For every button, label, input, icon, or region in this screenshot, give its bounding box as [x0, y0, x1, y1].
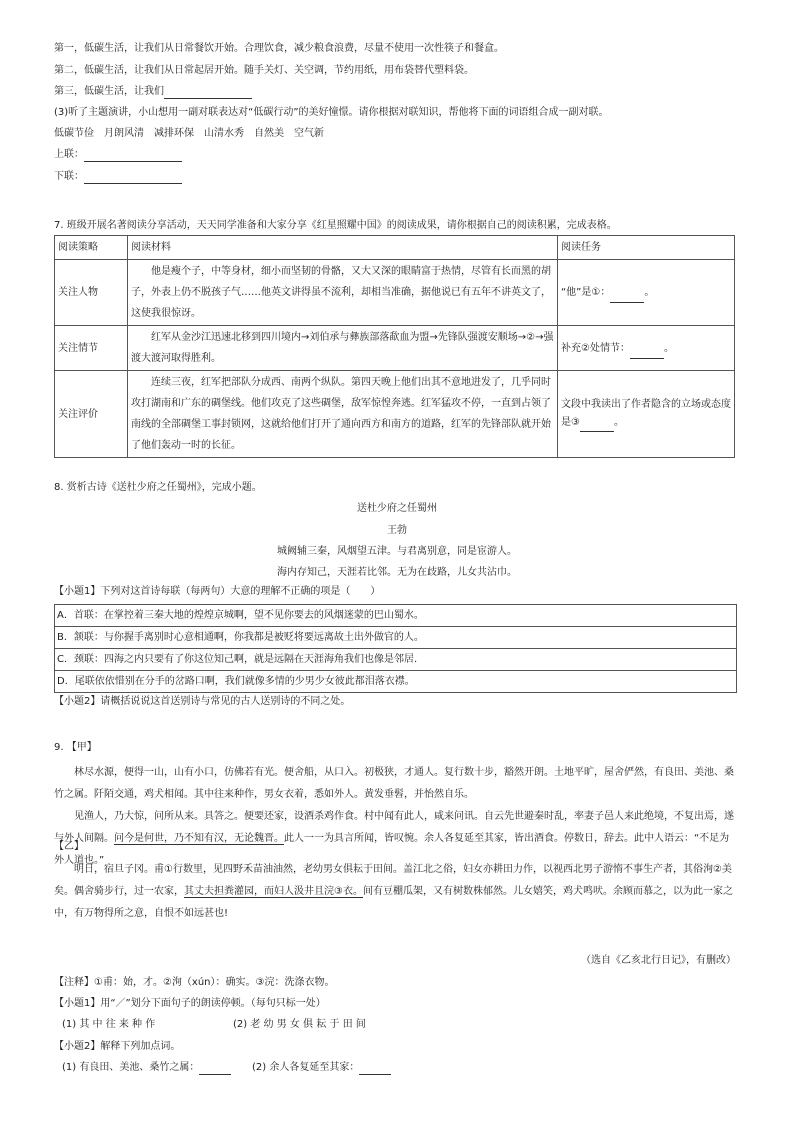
- table-header-row: [55, 236, 735, 260]
- jia-paragraph-1: 林尽水源，便得一山，山有小口，仿佛若有光。便舍船，从口入。初极狭，才通人。复行数十步，豁然开朗。土地平旷，屋舍俨然，有良田、美池、桑竹之属。阡陌交通，鸡犬相闻。其中往来种作，男女衣着，悉如外人。黄发垂髫，并怡然自乐。: [54, 767, 734, 800]
- q6-line3-blank[interactable]: [164, 87, 252, 99]
- q8-intro: 8. 赏析古诗《送杜少府之任蜀州》，完成小题。: [54, 482, 262, 493]
- option-a[interactable]: A．首联：在掌控着三秦大地的煌煌京城啊，望不见你要去的风烟迷蒙的巴山蜀水。: [55, 605, 736, 627]
- task-end: 。: [613, 417, 624, 428]
- table-cell-task: [558, 326, 735, 371]
- q6-line2: 第二，低碳生活，让我们从日常起居开始。随手关灯、关空调，节约用纸，用布袋替代塑料袋。: [54, 65, 474, 76]
- option-d[interactable]: D．尾联依依惜别在分手的岔路口啊，我们就像多情的少男少女彼此都泪落衣襟。: [55, 671, 736, 693]
- jia-p2-underlined: 问今是何世，乃不知有汉，无论魏晋。: [114, 833, 284, 844]
- table-cell-strategy: 关注人物: [55, 260, 128, 326]
- yi-text-b: 间有豆棚瓜架，又有树数株郁然。儿女嬉笑，鸡犬鸣吠。余顾而慕之，以为此一家之中，有万物得所之意，自恨不如远甚也!: [54, 886, 733, 919]
- answer-blank[interactable]: [630, 347, 664, 359]
- table-cell-material: 他是瘦个子，中等身材，细小而坚韧的骨骼，又大又深的眼睛富于热情，尽管有长而黑的胡子，外表上仍不脱孩子气……他英文讲得虽不流利，却相当准确，据他说已有五年不讲英文了，这使我很惊讶。: [128, 260, 558, 326]
- q9-sub2: 【小题2】解释下列加点词。: [54, 1041, 181, 1052]
- table-cell-strategy: 关注情节: [55, 326, 128, 371]
- q8-options: [54, 604, 737, 693]
- q7-intro: 7. 班级开展名著阅读分享活动，天天同学准备和大家分享《红星照耀中国》的阅读成果，请你根据自己的阅读积累，完成表格。: [54, 220, 617, 231]
- yi-underlined: 其丈夫担粪灌园，而妇人汲井且浣③衣。: [184, 886, 363, 897]
- q9-sentence-2: (2) 老 幼 男 女 俱 耘 于 田 间: [233, 1019, 366, 1030]
- source-note: （选自《乙亥北行日记》，有删改）: [581, 955, 736, 966]
- explain-2-text: (2) 余人各复延至其家：: [252, 1062, 360, 1073]
- table-header: 阅读策略: [55, 236, 128, 260]
- table-cell-strategy: 关注评价: [55, 371, 128, 458]
- q6-words: 低碳节俭 月朗风清 减排环保 山清水秀 自然美 空气新: [54, 128, 324, 139]
- q6-lower-couplet: [54, 170, 182, 184]
- q9-sub1: 【小题1】用“／”划分下面句子的朗读停顿。（每句只标一处）: [54, 998, 326, 1009]
- task-text: “他”是①：: [561, 287, 611, 298]
- q8-sub2: 【小题2】请概括说说这首送别诗与常见的古人送别诗的不同之处。: [54, 696, 351, 707]
- q6-line1: 第一，低碳生活，让我们从日常餐饮开始。合理饮食，减少粮食浪费，尽量不使用一次性筷子和餐盒。: [54, 43, 504, 54]
- answer-blank[interactable]: [610, 291, 644, 303]
- table-row: [55, 326, 735, 371]
- q6-line3-text: 第三，低碳生活，让我们: [54, 86, 164, 97]
- q6-lower-label: 下联：: [54, 171, 84, 182]
- task-text: 文段中我读出了作者隐含的立场或态度是③: [561, 399, 731, 428]
- jia-p2-text-a: 见渔人，乃大惊，问所从来。具答之。便要还家，设酒杀鸡作食。村中闻有此人，咸来问讯。自云先世避秦时乱，率妻子邑人来此绝境，不复出焉，遂与外人间隔。: [54, 811, 734, 844]
- q6-upper-blank[interactable]: [84, 150, 182, 162]
- poem-author: 王勃: [387, 525, 407, 536]
- q6-lower-blank[interactable]: [84, 172, 182, 184]
- poem-verse-2: 海内存知己，天涯若比邻。无为在歧路，儿女共沾巾。: [277, 567, 517, 578]
- table-header: 阅读任务: [558, 236, 735, 260]
- q9-head: 9. 【甲】: [54, 742, 97, 753]
- option-c[interactable]: C．颈联：四海之内只要有了你这位知己啊，就是远隔在天涯海角我们也像是邻居.: [55, 649, 736, 671]
- q6-upper-couplet: [54, 148, 182, 162]
- q9-sentence-1: (1) 其 中 往 来 种 作: [62, 1019, 156, 1030]
- table-cell-task: [558, 371, 735, 458]
- table-row: [55, 260, 735, 326]
- table-cell-material: 红军从金沙江迅速北移到四川境内→刘伯承与彝族部落歃血为盟→先锋队强渡安顺场→②→强渡大渡河取得胜利。: [128, 326, 558, 371]
- poem-title: 送杜少府之任蜀州: [357, 503, 437, 514]
- yi-paragraph: [54, 859, 736, 925]
- task-text: 补充②处情节：: [561, 342, 630, 354]
- q8-sub1: 【小题1】下列对这首诗每联（每两句）大意的理解不正确的项是（ ）: [54, 586, 381, 597]
- yi-head: 【乙】: [54, 841, 84, 852]
- q6-line3: [54, 85, 252, 99]
- answer-blank[interactable]: [580, 420, 614, 432]
- explain-2-blank[interactable]: [359, 1063, 391, 1075]
- explain-1-text: (1) 有良田、美池、桑竹之属：: [62, 1062, 200, 1073]
- q6-upper-label: 上联：: [54, 149, 84, 160]
- option-b[interactable]: B．颔联：与你握手离别时心意相通啊，你我都是被贬将要远离故土出外做官的人。: [55, 627, 736, 649]
- jia-p2-text-b: 此人一一为具言所闻，皆叹惋。余人各复延至其家，皆出酒食。停数日，辞去。此中人语云：“不足为外人道也。”: [54, 833, 730, 866]
- table-header: 阅读材料: [128, 236, 558, 260]
- yi-text-a: 明日，宿旦子冈。甫①行数里，见四野禾苗油油然，老幼男女俱耘于田间。盖江北之俗，妇女亦耕田力作，以视西北男子游惰不事生产者，其俗洵②美矣。偶舍骑步行，过一农家，: [54, 864, 732, 897]
- table-cell-material: 连续三夜，红军把部队分成西、南两个纵队。第四天晚上他们出其不意地进发了，几乎同时攻打湖南和广东的碉堡线。他们攻克了这些碉堡，敌军惊惶奔逃。红军猛攻不停，一直到占领了南线的全部碉堡工事封锁网，这就给他们打开了通向西方和南方的道路，红军的先锋部队就开始了他们轰动一时的长征。: [128, 371, 558, 458]
- task-end: 。: [663, 342, 674, 354]
- table-cell-task: [558, 260, 735, 326]
- annotations: 【注释】①甫：始，才。②洵（xún）：确实。③浣：洗涤衣物。: [54, 977, 335, 988]
- q6-part3: (3)听了主题演讲，小山想用一副对联表达对“低碳行动”的美好憧憬。请你根据对联知识，帮他将下面的词语组合成一副对联。: [54, 107, 609, 118]
- q9-explain-1: [62, 1061, 231, 1075]
- table-row: [55, 371, 735, 458]
- poem-verse-1: 城阙辅三秦，风烟望五津。与君离别意，同是宦游人。: [277, 546, 517, 557]
- q9-explain-2: [252, 1061, 391, 1075]
- explain-1-blank[interactable]: [199, 1063, 231, 1075]
- task-end: 。: [644, 287, 655, 298]
- q7-reading-table: [54, 235, 735, 458]
